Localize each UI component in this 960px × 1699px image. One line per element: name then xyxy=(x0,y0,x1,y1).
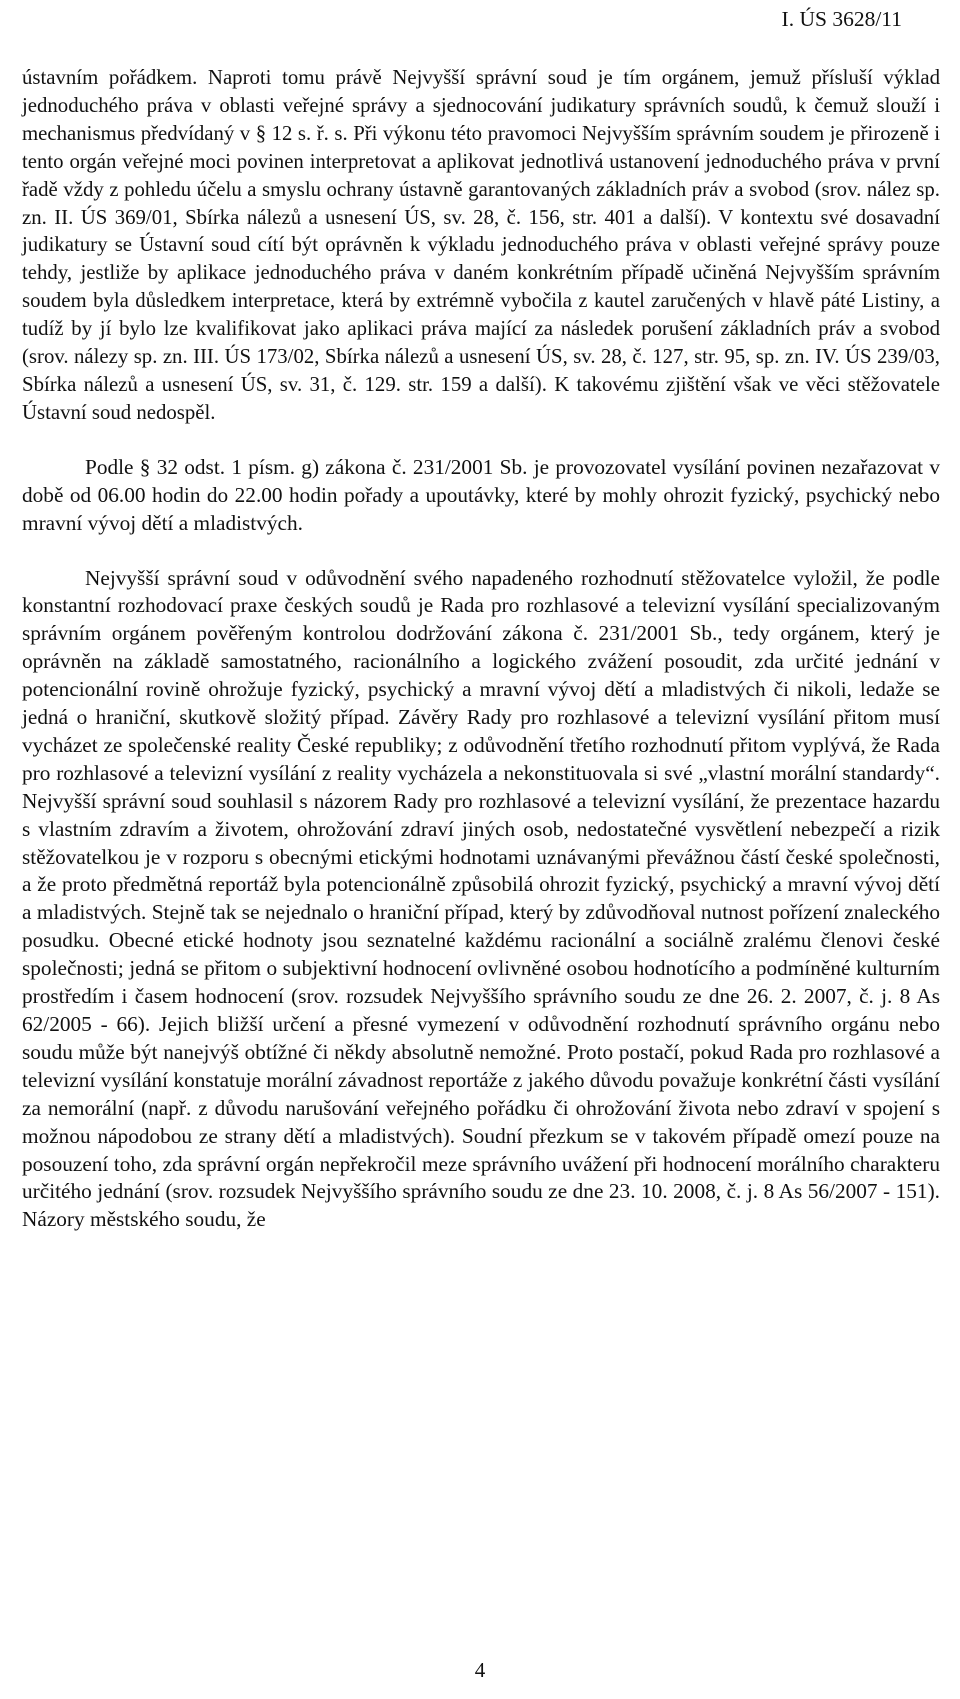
paragraph-section-32: Podle § 32 odst. 1 písm. g) zákona č. 231/2001 Sb. je provozovatel vysílání povinen nezařazovat v době od 06.00 hodin do 22.00 hodin pořady a upoutávky, které by mohly ohrozit fyzický, psychický nebo mravní vývoj dětí a mladistvých. xyxy=(22,454,940,535)
case-number-header: I. ÚS 3628/11 xyxy=(781,7,902,31)
paragraph-supreme-court-reasoning: Nejvyšší správní soud v odůvodnění svého napadeného rozhodnutí stěžovatelce vyložil, že podle konstantní rozhodovací praxe českých soudů je Rada pro rozhlasové a televizní vysílání specializovaným správním orgánem pověřeným kontrolou dodržování zákona č. 231/2001 Sb., tedy orgánem, který je oprávněn na základě samostatného, racionálního a logického zvážení posoudit, zda určité jednání v potencionální rovině ohrožuje fyzický, psychický a mravní vývoj dětí a mladistvých či nikoli, ledaže se jedná o hraniční, skutkově složitý případ. Závěry Rady pro rozhlasové a televizní vysílání přitom musí vycházet ze společenské reality České republiky; z odůvodnění třetího rozhodnutí přitom vyplývá, že Rada pro rozhlasové a televizní vysílání z reality vycházela a nekonstituovala si své „vlastní morální standardy“. Nejvyšší správní soud souhlasil s názorem Rady pro rozhlasové a televizní vysílání, že prezentace hazardu s vlastním zdravím a životem, ohrožování zdraví jiných osob, nedostatečné vysvětlení nebezpečí a rizik stěžovatelkou je v rozporu s obecnými etickými hodnotami uznávanými převážnou částí české společnosti, a že proto předmětná reportáž byla potencionálně způsobilá ohrozit fyzický, psychický a mravní vývoj dětí a mladistvých. Stejně tak se nejednalo o hraniční případ, který by zdůvodňoval nutnost pořízení znaleckého posudku. Obecné etické hodnoty jsou seznatelné každému racionální a sociálně zralému členovi české společnosti; jedná se přitom o subjektivní hodnocení ovlivněné osobou hodnotícího a podmíněné kulturním prostředím i časem hodnocení (srov. rozsudek Nejvyššího správního soudu ze dne 26. 2. 2007, č. j. 8 As 62/2005 - 66). Jejich bližší určení a přesné vymezení v odůvodnění rozhodnutí správního orgánu nebo soudu může být nanejvýš obtížné či někdy absolutně nemožné. Proto postačí, pokud Rada pro rozhlasové a televizní vysílání konstatuje morální závadnost reportáže z jakého důvodu považuje konkrétní části vysílání za nemorální (např. z důvodu narušování veřejného pořádku či ohrožování života nebo zdraví v spojení s možnou nápodobou ze strany dětí a mladistvých). Soudní přezkum se v takovém případě omezí pouze na posouzení toho, zda správní orgán nepřekročil meze správního uvážení při hodnocení morálního charakteru určitého jednání (srov. rozsudek Nejvyššího správního soudu ze dne 23. 10. 2008, č. j. 8 As 56/2007 - 151). Názory městského soudu, že xyxy=(22,565,940,1232)
document-body xyxy=(22,64,940,1234)
paragraph-constitutional-order: ústavním pořádkem. Naproti tomu právě Nejvyšší správní soud je tím orgánem, jemuž přísluší výklad jednoduchého práva v oblasti veřejné správy a sjednocování judikatury správních soudů, k čemuž slouží i mechanismus předvídaný v § 12 s. ř. s. Při výkonu této pravomoci Nejvyšším správním soudem je přirozeně i tento orgán veřejné moci povinen interpretovat a aplikovat jednotlivá ustanovení jednoduchého práva v první řadě vždy z pohledu účelu a smyslu ochrany ústavně garantovaných základních práv a svobod (srov. nález sp. zn. II. ÚS 369/01, Sbírka nálezů a usnesení ÚS, sv. 28, č. 156, str. 401 a další). V kontextu své dosavadní judikatury se Ústavní soud cítí být oprávněn k výkladu jednoduchého práva v oblasti veřejné správy pouze tehdy, jestliže by aplikace jednoduchého práva v daném konkrétním případě učiněná Nejvyšším správním soudem byla důsledkem interpretace, která by extrémně vybočila z kautel zaručených v hlavě páté Listiny, a tudíž by jí bylo lze kvalifikovat jako aplikaci práva mající za následek porušení základních práv a svobod (srov. nálezy sp. zn. III. ÚS 173/02, Sbírka nálezů a usnesení ÚS, sv. 28, č. 127, str. 95, sp. zn. IV. ÚS 239/03, Sbírka nálezů a usnesení ÚS, sv. 31, č. 129. str. 159 a další). K takovému zjištění však ve věci stěžovatele Ústavní soud nedospěl. xyxy=(22,66,940,424)
page-number: 4 xyxy=(474,1658,486,1683)
